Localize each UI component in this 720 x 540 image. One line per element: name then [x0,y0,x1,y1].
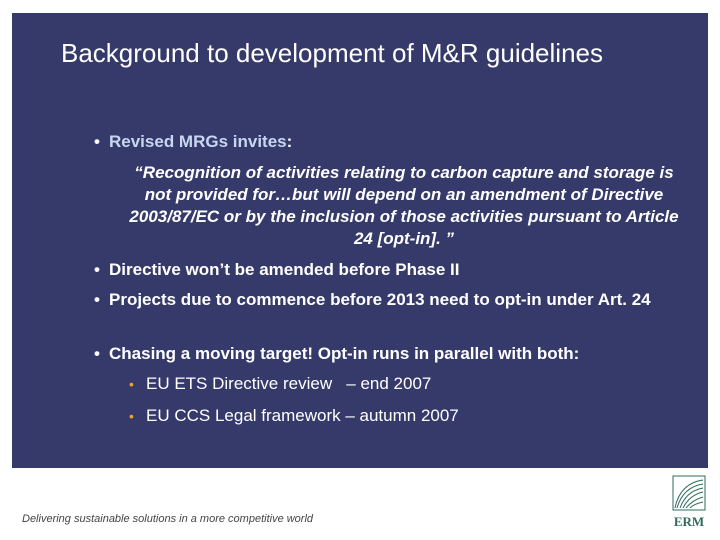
sub-bullet-text: EU ETS Directive review – end 2007 [146,374,432,393]
bullet-text: Chasing a moving target! Opt-in runs in parallel with both: [109,344,580,363]
sub-bullet-text: EU CCS Legal framework – autumn 2007 [146,406,459,425]
bullet-dot-icon: • [94,290,100,309]
bullet-suffix: : [286,132,293,151]
svg-text:ERM: ERM [673,514,705,529]
bullet-text: Directive won’t be amended before Phase II [109,260,460,279]
sub-bullet-dot-icon: • [129,408,134,424]
slide-title: Background to development of M&R guidelines [61,38,603,68]
sub-bullet-item [129,373,432,395]
sub-bullet-dot-icon: • [129,376,134,392]
footer-tagline: Delivering sustainable solutions in a more competitive world [22,513,314,525]
bullet-item [94,288,689,312]
bullet-text: Projects due to commence before 2013 need to opt-in under Art. 24 [109,290,651,309]
erm-logo-icon [666,474,712,530]
bullet-dot-icon: • [94,132,100,151]
erm-logo [666,474,712,530]
bullet-item [94,342,689,366]
bullet-dot-icon: • [94,260,100,279]
bullet-label: Revised MRGs invites [109,132,287,151]
sub-bullet-item [129,405,459,427]
quote-text: “Recognition of activities relating to carbon capture and storage is not provided for…but will depend on an amendment of Directive 2003/87/EC or by the inclusion of those activities pursuant to Article 24 [opt-in]. ” [129,163,679,248]
bullet-item [94,258,689,282]
bullet-item [94,130,293,154]
bullet-dot-icon: • [94,344,100,363]
